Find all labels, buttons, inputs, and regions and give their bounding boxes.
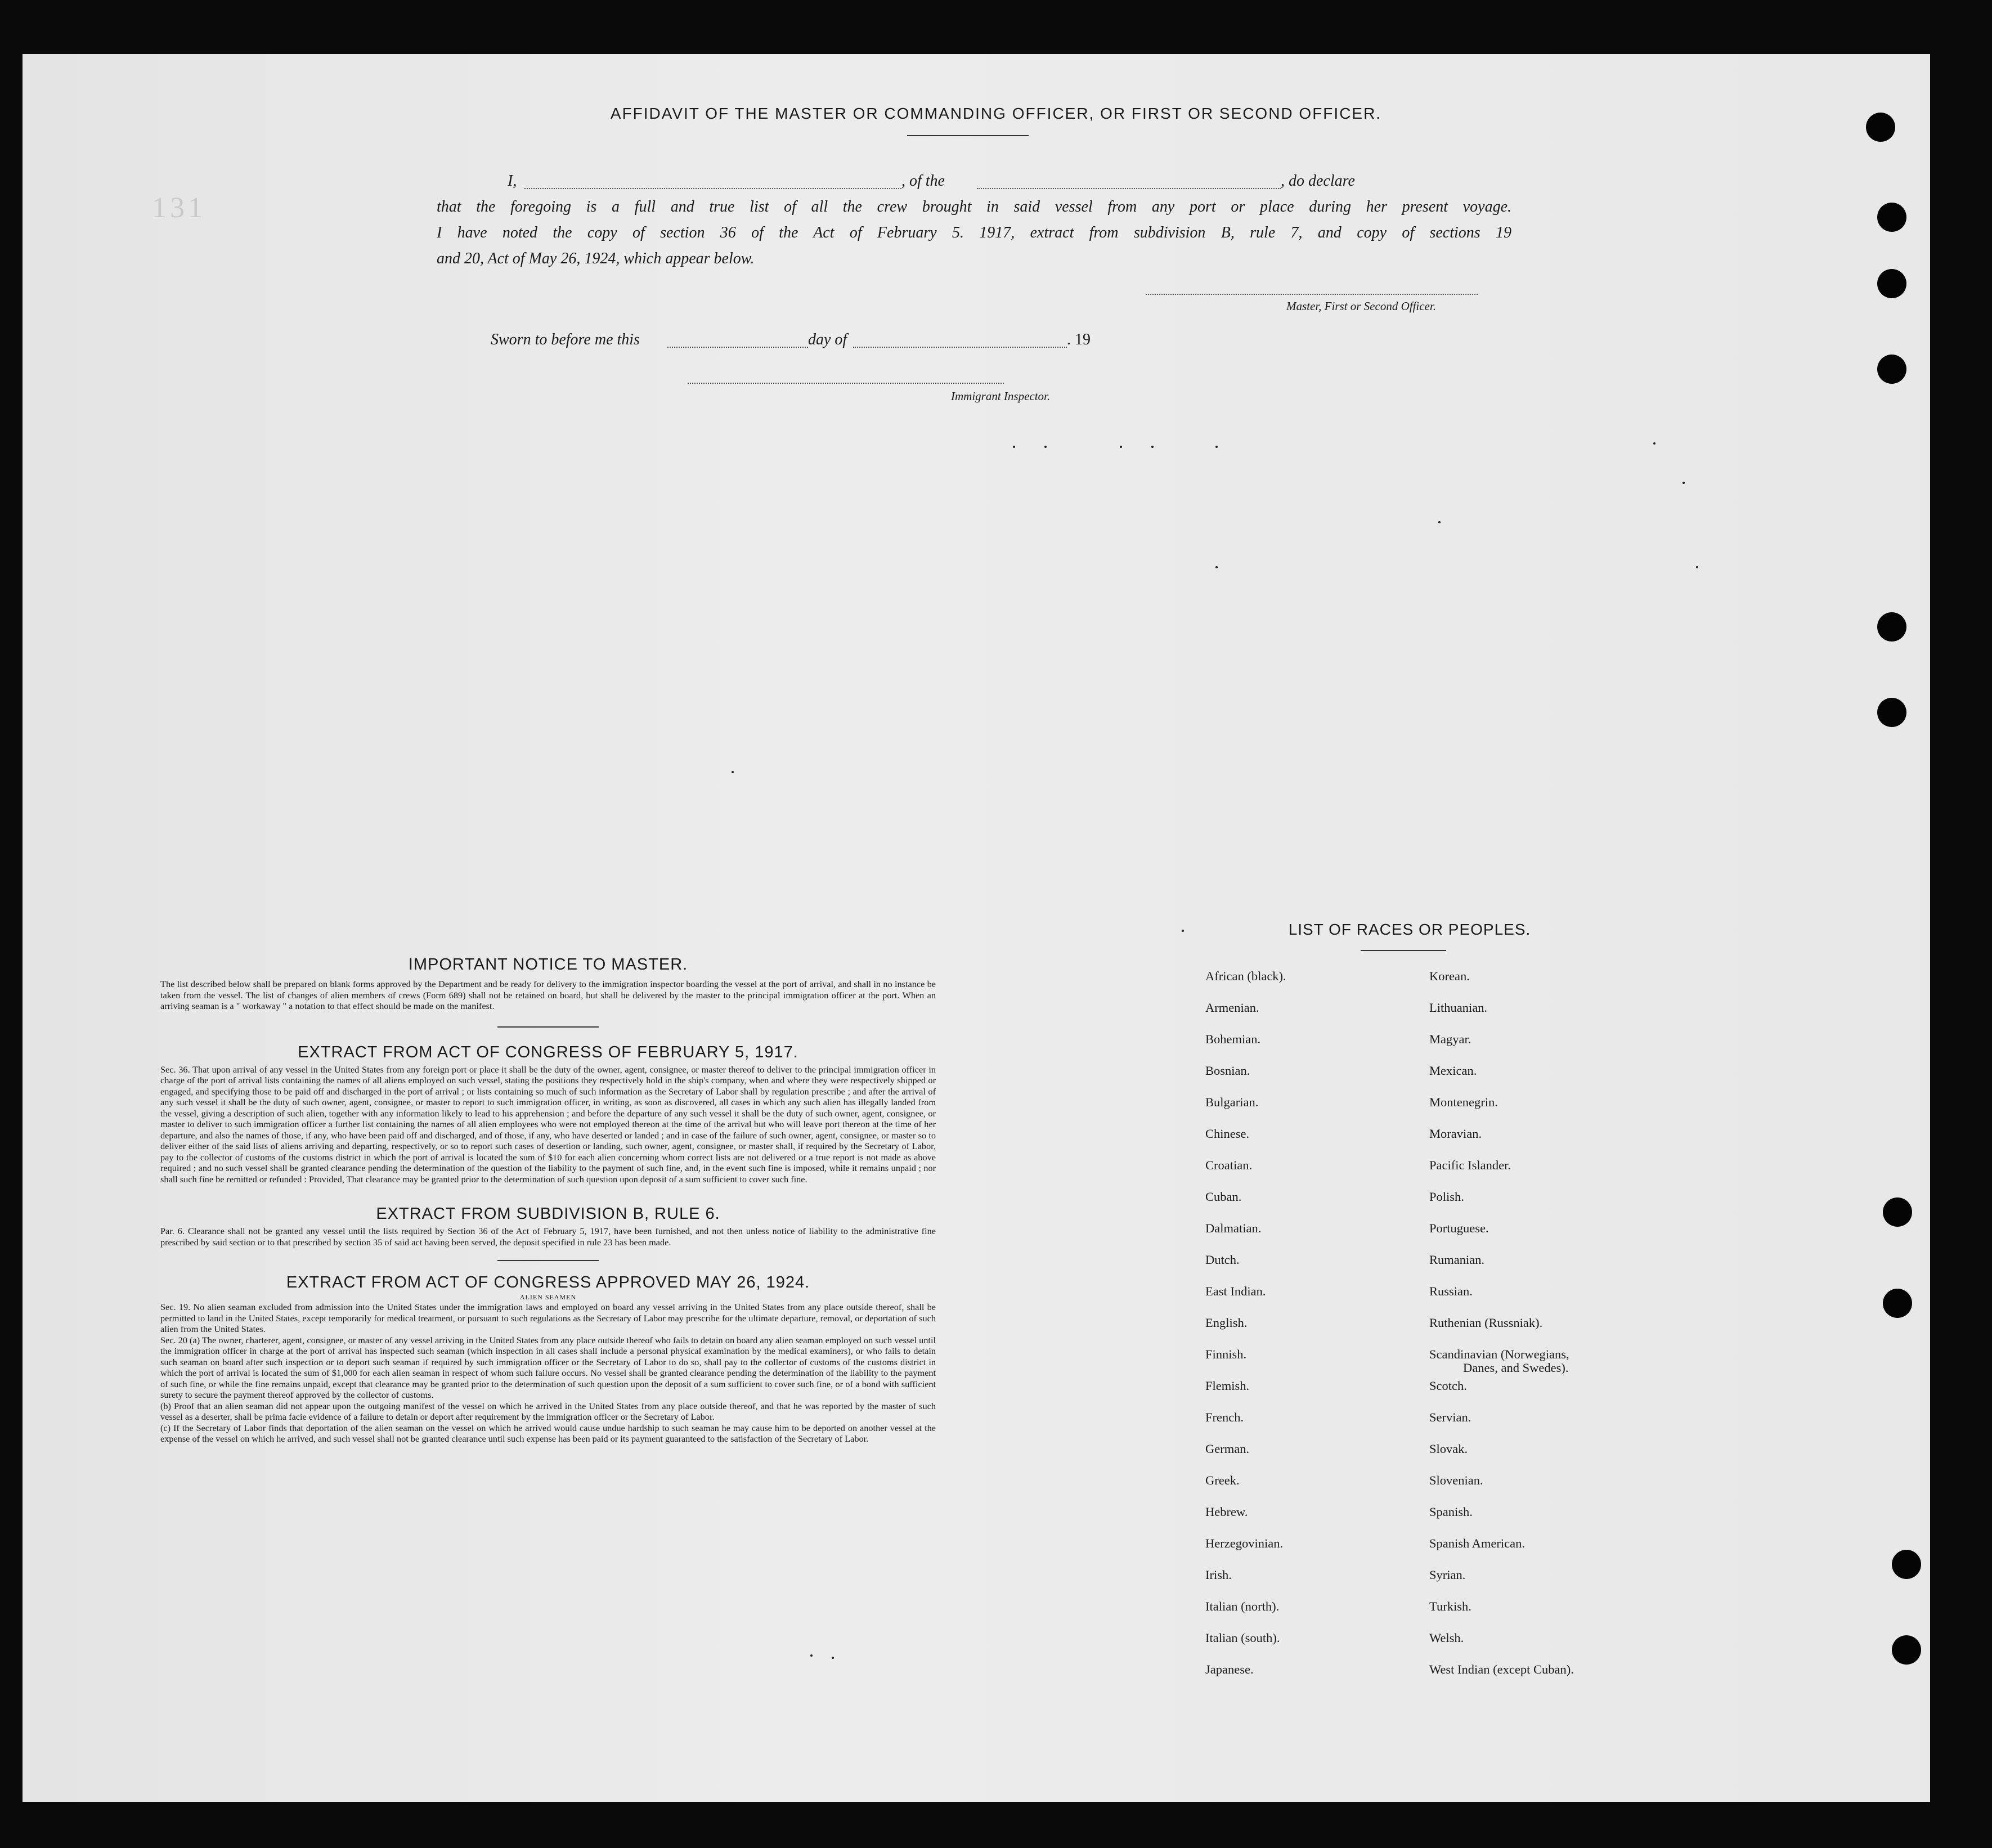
right-race-item: Magyar. <box>1429 1032 1471 1046</box>
left-race-item: Finnish. <box>1205 1347 1247 1361</box>
notice-section <box>160 956 936 1445</box>
speck <box>1653 442 1655 445</box>
left-race-item: Dutch. <box>1205 1253 1240 1267</box>
right-race-item: Scandinavian (Norwegians, <box>1429 1347 1569 1361</box>
races-title: LIST OF RACES OR PEOPLES. <box>1288 921 1531 938</box>
do-declare-label: , do declare <box>1281 172 1355 190</box>
right-race-item: Mexican. <box>1429 1064 1477 1078</box>
vessel-blank[interactable] <box>977 188 1281 189</box>
inspector-caption: Immigrant Inspector. <box>951 389 1051 403</box>
punch-hole <box>1877 203 1906 232</box>
affidavit-line-4: and 20, Act of May 26, 1924, which appear below. <box>437 250 755 267</box>
left-race-item: English. <box>1205 1316 1248 1330</box>
extract-rule6-body: Par. 6. Clearance shall not be granted any vessel until the lists required by Section 36 of the Act of February 5, 1917, have been furnished, and not then unless notice of liability to the administrative fine prescribed by said section or to that prescribed by section 35 of said act having been served, the deposit specified in rule 23 has been made. <box>160 1226 936 1248</box>
right-race-item: Polish. <box>1429 1190 1464 1204</box>
left-race-item: Croatian. <box>1205 1158 1253 1172</box>
extract-rule6-title: EXTRACT FROM SUBDIVISION B, RULE 6. <box>376 1205 720 1223</box>
extract-1924-subtitle: ALIEN SEAMEN <box>519 1293 577 1301</box>
right-race-item: Servian. <box>1429 1410 1471 1424</box>
affidavit-title: AFFIDAVIT OF THE MASTER OR COMMANDING OFFICER, OR FIRST OR SECOND OFFICER. <box>610 105 1382 122</box>
affidavit-line-1 <box>437 172 1511 192</box>
right-race-item: Russian. <box>1429 1284 1473 1298</box>
punch-hole <box>1883 1197 1912 1227</box>
punch-hole <box>1892 1550 1921 1579</box>
left-race-item: Italian (south). <box>1205 1631 1280 1645</box>
section-divider <box>497 1026 599 1028</box>
sworn-line <box>437 331 1511 351</box>
right-race-item: Syrian. <box>1429 1568 1466 1582</box>
speck <box>832 1657 834 1659</box>
speck <box>1120 446 1122 448</box>
left-race-item: Cuban. <box>1205 1190 1242 1204</box>
left-race-item: Flemish. <box>1205 1379 1250 1393</box>
speck <box>1215 446 1218 448</box>
right-race-item: Ruthenian (Russniak). <box>1429 1316 1543 1330</box>
speck <box>1683 482 1685 484</box>
speck <box>810 1654 813 1657</box>
inspector-signature-line[interactable] <box>688 383 1004 384</box>
race-item-continuation: Danes, and Swedes). <box>1463 1361 1569 1375</box>
left-race-item: Dalmatian. <box>1205 1221 1262 1235</box>
extract-1917-body: Sec. 36. That upon arrival of any vessel in the United States from any foreign port or place it shall be the duty of the owner, agent, consignee, or master thereof to deliver to the principal immigration officer in charge of the port of arrival lists containing the names of all aliens employed on such vessel, stating the positions they respectively hold in the ship's company, when and where they were respectively shipped or engaged, and specifying those to be paid off and discharged in the port of arrival ; or lists containing so much of such information as the Secretary of Labor shall by regulation prescribe ; and after the arrival of any such vessel it shall be the duty of such owner, agent, consignee, or master to report to such immigration officer, in writing, as soon as discovered, all cases in which any such alien has illegally landed from the vessel, giving a description of such alien, together with any information likely to lead to his apprehension ; and before the departure of any such vessel it shall be the duty of such owner, agent, consignee, or master to deliver to such immigration officer a further list containing the names of all alien employees who were not employed thereon at the time of the arrival but who will leave port thereon at the time of her departure, and also the names of those, if any, who have been paid off and discharged, and of those, if any, who have deserted or landed ; and in case of the failure of such owner, agent, consignee, or master so to deliver either of the said lists of aliens arriving and departing, respectively, or so to report such cases of desertion or landing, such owner, agent, consignee, or master shall, if required by the Secretary of Labor, pay to the collector of customs of the customs district in which the port of arrival is located the sum of $10 for each alien concerning whom correct lists are not delivered or a true report is not made as above required ; and no such vessel shall be granted clearance pending the determination of the question of the liability to the payment of such fine, and, in the event such fine is imposed, while it remains unpaid ; nor shall such fine be remitted or refunded : Provided, That clearance may be granted prior to the determination of such question upon deposit of a sum sufficient to cover such fine. <box>160 1064 936 1185</box>
year-suffix: . 19 <box>1067 331 1091 348</box>
speck <box>1151 446 1154 448</box>
day-of-label: day of <box>808 331 847 348</box>
right-race-item: Korean. <box>1429 969 1470 983</box>
right-race-item: Portuguese. <box>1429 1221 1489 1235</box>
punch-hole <box>1877 355 1906 384</box>
left-race-item: French. <box>1205 1410 1244 1424</box>
left-race-item: East Indian. <box>1205 1284 1266 1298</box>
section-divider <box>497 1260 599 1261</box>
left-race-item: Hebrew. <box>1205 1505 1248 1519</box>
right-race-item: Pacific Islander. <box>1429 1158 1511 1172</box>
notice-body: The list described below shall be prepared on blank forms approved by the Department and be ready for delivery to the immigration inspector boarding the vessel at the port of arrival, and shall in no instance be taken from the vessel. The list of changes of alien members of crews (Form 689) shall not be retained on board, but shall be delivered by the master to the principal immigration officer at the port. When an arriving seaman is a " workaway " a notation to that effect should be made on the manifest. <box>160 979 936 1011</box>
left-race-item: Herzegovinian. <box>1205 1536 1284 1550</box>
speck <box>1215 566 1218 568</box>
day-blank[interactable] <box>667 347 808 348</box>
punch-hole <box>1877 698 1906 727</box>
master-caption: Master, First or Second Officer. <box>1286 299 1436 313</box>
left-race-item: Japanese. <box>1205 1662 1254 1676</box>
affidavit-line-2: that the foregoing is a full and true list of all the crew brought in said vessel from any port or place during her present voyage. <box>437 198 1511 216</box>
left-race-item: Italian (north). <box>1205 1599 1280 1613</box>
punch-hole <box>1883 1289 1912 1318</box>
speck <box>1182 930 1184 932</box>
left-race-item: Armenian. <box>1205 1001 1259 1015</box>
document-page <box>23 54 1930 1802</box>
name-blank[interactable] <box>524 188 901 189</box>
speck <box>1044 446 1047 448</box>
punch-hole <box>1892 1635 1921 1665</box>
speck <box>732 771 734 773</box>
sec20c-body: (c) If the Secretary of Labor finds that deportation of the alien seaman on the vessel on which he arrived would cause undue hardship to such seaman he may cause him to be deported on another vessel at the expense of the vessel on which he arrived, and such vessel shall not be granted clearance until such expense has been paid or its payment guaranteed to the satisfaction of the Secretary of Labor. <box>160 1422 936 1444</box>
right-race-item: Scotch. <box>1429 1379 1467 1393</box>
right-race-item: West Indian (except Cuban). <box>1429 1662 1574 1676</box>
left-race-item: Bosnian. <box>1205 1064 1250 1078</box>
right-race-item: Slovenian. <box>1429 1473 1483 1487</box>
right-race-item: Welsh. <box>1429 1631 1464 1645</box>
sworn-label: Sworn to before me this <box>491 331 640 348</box>
sec19-body: Sec. 19. No alien seaman excluded from admission into the United States under the immigration laws and employed on board any vessel arriving in the United States from any place outside thereof, shall be permitted to land in the United States, except temporarily for medical treatment, or pursuant to such regulations as the Secretary of Labor may prescribe for the ultimate departure, removal, or deportation of such alien from the United States. <box>160 1302 936 1334</box>
month-blank[interactable] <box>853 347 1067 348</box>
speck <box>1696 566 1698 568</box>
left-race-item: African (black). <box>1205 969 1286 983</box>
left-race-item: Bohemian. <box>1205 1032 1261 1046</box>
extract-1924-title: EXTRACT FROM ACT OF CONGRESS APPROVED MAY 26, 1924. <box>286 1273 810 1291</box>
notice-title: IMPORTANT NOTICE TO MASTER. <box>408 956 688 974</box>
right-race-item: Lithuanian. <box>1429 1001 1488 1015</box>
right-race-item: Rumanian. <box>1429 1253 1485 1267</box>
sec20b-body: (b) Proof that an alien seaman did not appear upon the outgoing manifest of the vessel on which he arrived in the United States from any place outside thereof, and that he was reported by the master of such vessel as a deserter, shall be prima facie evidence of a failure to detain or deport after requirement by the immigration officer or the Secretary of Labor. <box>160 1400 936 1422</box>
speck <box>1013 446 1015 448</box>
right-race-item: Moravian. <box>1429 1127 1482 1141</box>
left-race-item: Greek. <box>1205 1473 1240 1487</box>
punch-hole <box>1877 269 1906 298</box>
of-the-label: , of the <box>901 172 945 190</box>
extract-1917-title: EXTRACT FROM ACT OF CONGRESS OF FEBRUARY 5, 1917. <box>298 1043 798 1061</box>
page-number: 131 <box>152 192 206 224</box>
right-race-item: Slovak. <box>1429 1442 1468 1456</box>
left-race-item: German. <box>1205 1442 1250 1456</box>
right-race-item: Spanish American. <box>1429 1536 1525 1550</box>
left-race-item: Chinese. <box>1205 1127 1250 1141</box>
right-race-item: Turkish. <box>1429 1599 1471 1613</box>
left-race-item: Irish. <box>1205 1568 1232 1582</box>
i-label: I, <box>508 172 517 190</box>
left-race-item: Bulgarian. <box>1205 1095 1259 1109</box>
master-signature-line[interactable] <box>1146 294 1478 295</box>
affidavit-line-3: I have noted the copy of section 36 of the Act of February 5. 1917, extract from subdivision B, rule 7, and copy of sections 19 <box>437 224 1511 241</box>
speck <box>1438 521 1441 523</box>
title-underline <box>907 135 1029 136</box>
races-title-underline <box>1361 950 1446 951</box>
right-race-item: Spanish. <box>1429 1505 1473 1519</box>
punch-hole <box>1877 612 1906 642</box>
sec20a-body: Sec. 20 (a) The owner, charterer, agent, consignee, or master of any vessel arriving in the United States from any place outside thereof who fails to detain on board any alien seaman employed on such vessel until the immigration officer in charge at the port of arrival has inspected such seaman (which inspection in all cases shall include a personal physical examination by the medical examiners), or who fails to detain such seaman on board after such inspection or to deport such seaman if required by such immigration officer or the Secretary of Labor to do so, shall pay to the collector of customs of the customs district in which the port of arrival is located the sum of $1,000 for each alien seaman in respect of whom such failure occurs. No vessel shall be granted clearance pending the determination of the liability to the payment of such fine, or while the fine remains unpaid, except that clearance may be granted prior to the determination of such question upon the deposit of a sum sufficient to cover such fine, or of a bond with sufficient surety to secure the payment thereof approved by the collector of customs. <box>160 1334 936 1400</box>
right-race-item: Montenegrin. <box>1429 1095 1498 1109</box>
